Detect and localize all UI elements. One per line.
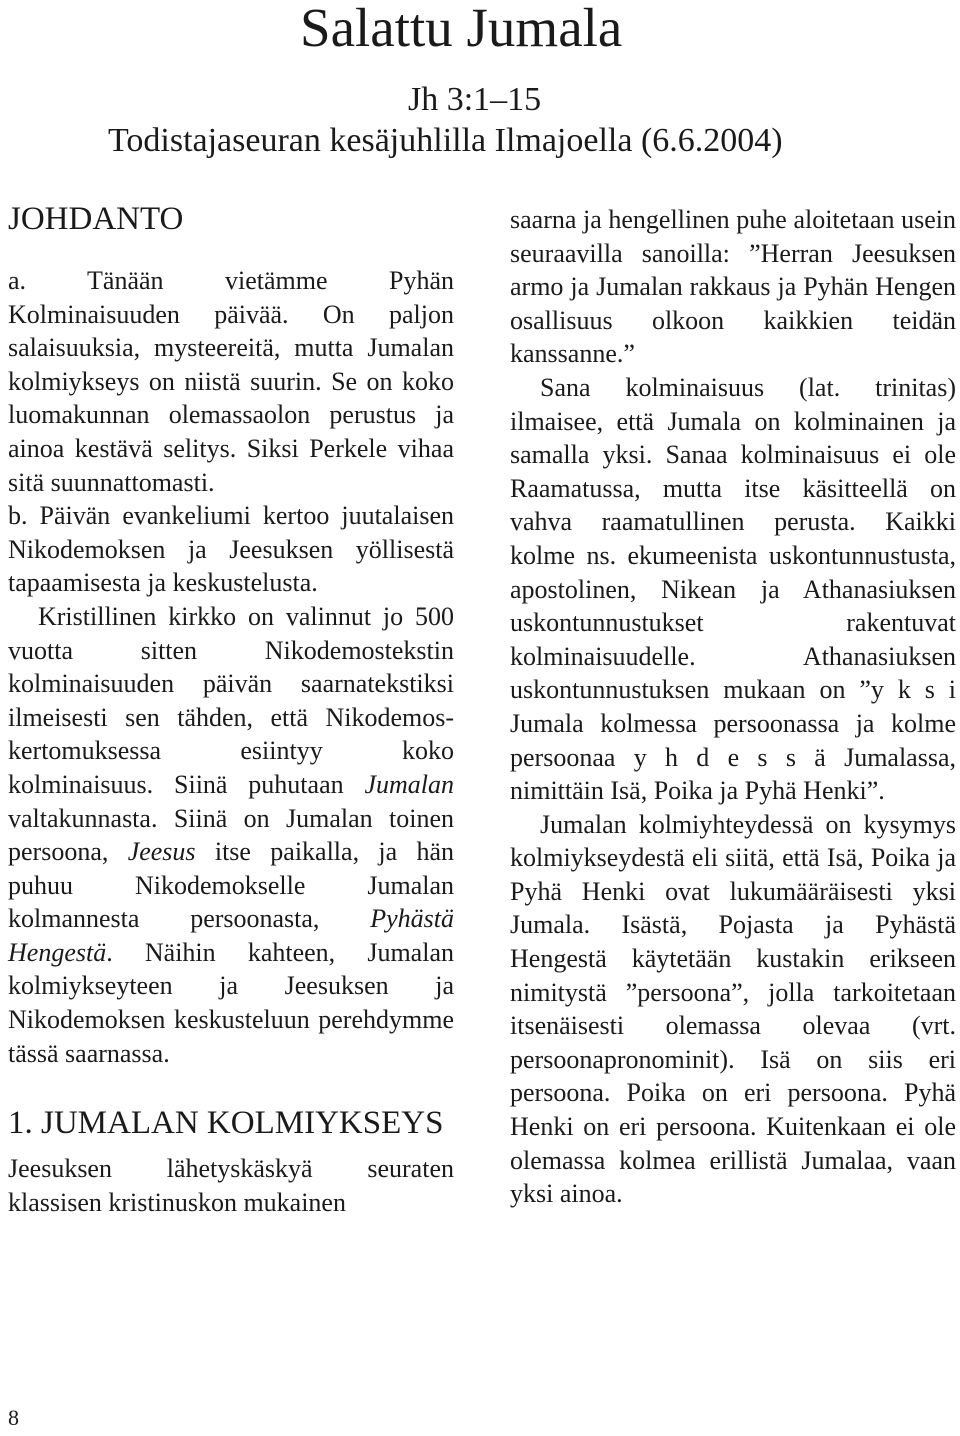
emphasis-pyhasta-hengesta: Pyhästä Hengestä bbox=[8, 904, 454, 967]
paragraph-c bbox=[8, 600, 454, 1070]
emphasis-jeesus: Jeesus bbox=[127, 837, 196, 867]
paragraph-c-text-1: Kristillinen kirkko on valinnut jo 500 vuotta sitten Nikodemostekstin kolminaisuuden päivän saarnatekstiksi ilmeisesti sen tähden, että Nikodemos-kertomuksessa esiintyy koko kolminaisuus. Siinä puhutaan bbox=[8, 601, 454, 799]
section-heading-kolmiykseys: 1. JUMALAN KOLMIYKSEYS bbox=[8, 1105, 444, 1142]
paragraph-c-text-3: itse paikalla, ja hän puhuu Nikodemokselle Jumalan kolmannesta persoonasta, bbox=[8, 837, 455, 934]
paragraph-right-2: Sana kolminaisuus (lat. trinitas) ilmaisee, että Jumala on kolminainen ja samalla yksi. Sanaa kolminaisuus ei ole Raamatussa, mutta itse käsitteellä on vahva raamatullinen perusta. Kaikki kolme ns. ekumeenista uskontunnustusta, apostolinen, Nikean ja Athanasiuksen uskontunnustukset rakentuvat kolminaisuudelle. Athanasiuksen uskontunnustuksen mukaan on ”y k s i Jumala kolmessa persoonassa ja kolme persoonaa y h d e s s ä Jumalassa, nimittäin Isä, Poika ja Pyhä Henki”. bbox=[510, 372, 956, 806]
page-number: 8 bbox=[8, 1405, 19, 1430]
paragraph-d: Jeesuksen lähetyskäskyä seuraten klassisen kristinuskon mukainen bbox=[8, 1154, 454, 1217]
paragraph-c-text-2: valtakunnasta. Siinä on Jumalan toinen persoona, bbox=[8, 803, 454, 867]
paragraph-c-text-4: . Näihin kahteen, Jumalan kolmiykseyteen ja Jeesuksen ja Nikodemoksen keskusteluun perehdymme tässä saarnassa. bbox=[8, 937, 454, 1068]
paragraph-right-1: saarna ja hengellinen puhe aloitetaan usein seuraavilla sanoilla: ”Herran Jeesuksen armo ja Jumalan rakkaus ja Pyhän Hengen osallisuus olkoon kaikkien teidän kanssanne.” bbox=[510, 205, 956, 369]
right-column bbox=[510, 203, 956, 1211]
occasion-line: Todistajaseuran kesäjuhlilla Ilmajoella (6.6.2004) bbox=[108, 122, 783, 159]
paragraph-a: a. Tänään vietämme Pyhän Kolminaisuuden päivää. On paljon salaisuuksia, mysteereitä, mutta Jumalan kolmiykseys on niistä suurin. Se on koko luomakunnan olemassaolon perustus ja ainoa kestävä selitys. Siksi Perkele vihaa sitä suunnattomasti. bbox=[8, 266, 454, 497]
paragraph-right-3: Jumalan kolmiyhteydessä on kysymys kolmiykseydestä eli siitä, että Isä, Poika ja Pyhä Henki ovat lukumääräisesti yksi Jumala. Isästä, Pojasta ja Pyhästä Hengestä käytetään kustakin erikseen nimitystä ”persoona”, jolla tarkoitetaan itsenäisesti olemassa olevaa (vrt. persoonapronominit). Isä on siis eri persoona. Poika on eri persoona. Pyhä Henki on eri persoona. Kuitenkaan ei ole olemassa kolmea erillistä Jumalaa, vaan yksi ainoa. bbox=[510, 809, 956, 1209]
scripture-reference: Jh 3:1–15 bbox=[408, 81, 542, 118]
emphasis-jumalan: Jumalan bbox=[364, 769, 454, 799]
section-heading-introduction: JOHDANTO bbox=[8, 201, 184, 237]
left-column bbox=[8, 200, 454, 1219]
page-title: Salattu Jumala bbox=[300, 0, 623, 58]
paragraph-b: b. Päivän evankeliumi kertoo juutalaisen Nikodemoksen ja Jeesuksen yöllisestä tapaamisesta ja keskustelusta. bbox=[8, 501, 454, 598]
